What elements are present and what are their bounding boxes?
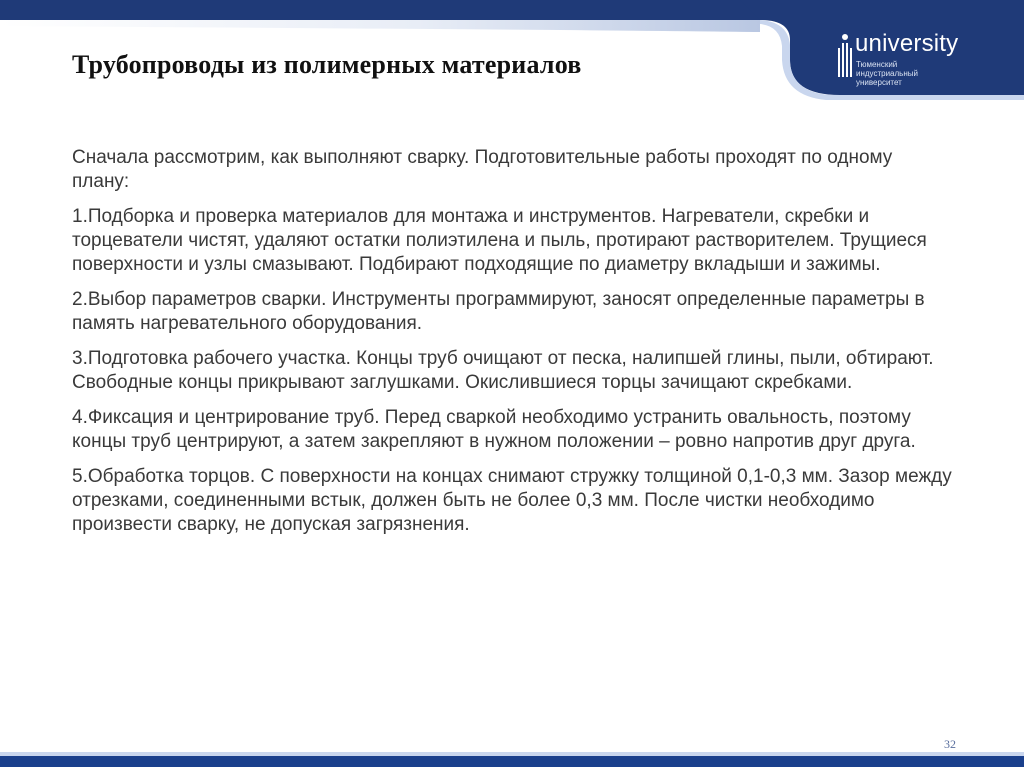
footer-bar bbox=[0, 756, 1024, 767]
page-title: Трубопроводы из полимерных материалов bbox=[72, 50, 582, 79]
body-paragraph: 5.Обработка торцов. С поверхности на концах снимают стружку толщиной 0,1-0,3 мм. Зазор между отрезками, соединенными встык, должен быть не более 0,3 мм. После чистки необходимо произвести сварку, не допуская загрязнения. bbox=[72, 466, 952, 535]
university-logo bbox=[836, 18, 1006, 88]
body-paragraph: 4.Фиксация и центрирование труб. Перед сваркой необходимо устранить овальность, поэтому концы труб центрируют, а затем закрепляют в нужном положении – ровно напротив друг друга. bbox=[72, 407, 916, 452]
logo-subtitle-line: университет bbox=[856, 78, 902, 87]
body-paragraph: 2.Выбор параметров сварки. Инструменты программируют, заносят определенные параметры в память нагревательного оборудования. bbox=[72, 289, 925, 334]
logo-word: university bbox=[855, 30, 959, 57]
content-body bbox=[72, 146, 952, 548]
logo-emblem-icon bbox=[836, 34, 856, 78]
page-number: 32 bbox=[944, 737, 956, 751]
logo-subtitle-line: Тюменский bbox=[856, 60, 898, 69]
logo-subtitle bbox=[856, 60, 918, 87]
body-paragraph: Сначала рассмотрим, как выполняют сварку. Подготовительные работы проходят по одному плану: bbox=[72, 147, 893, 192]
body-paragraph: 3.Подготовка рабочего участка. Концы труб очищают от песка, налипшей глины, пыли, обтирают. Свободные концы прикрывают заглушками. Окислившиеся торцы зачищают скребками. bbox=[72, 348, 934, 393]
body-paragraph: 1.Подборка и проверка материалов для монтажа и инструментов. Нагреватели, скребки и торцеватели чистят, удаляют остатки полиэтилена и пыль, протирают растворителем. Трущиеся поверхности и узлы смазывают. Подбирают подходящие по диаметру вкладыши и зажимы. bbox=[72, 206, 927, 275]
logo-subtitle-line: индустриальный bbox=[856, 69, 918, 78]
